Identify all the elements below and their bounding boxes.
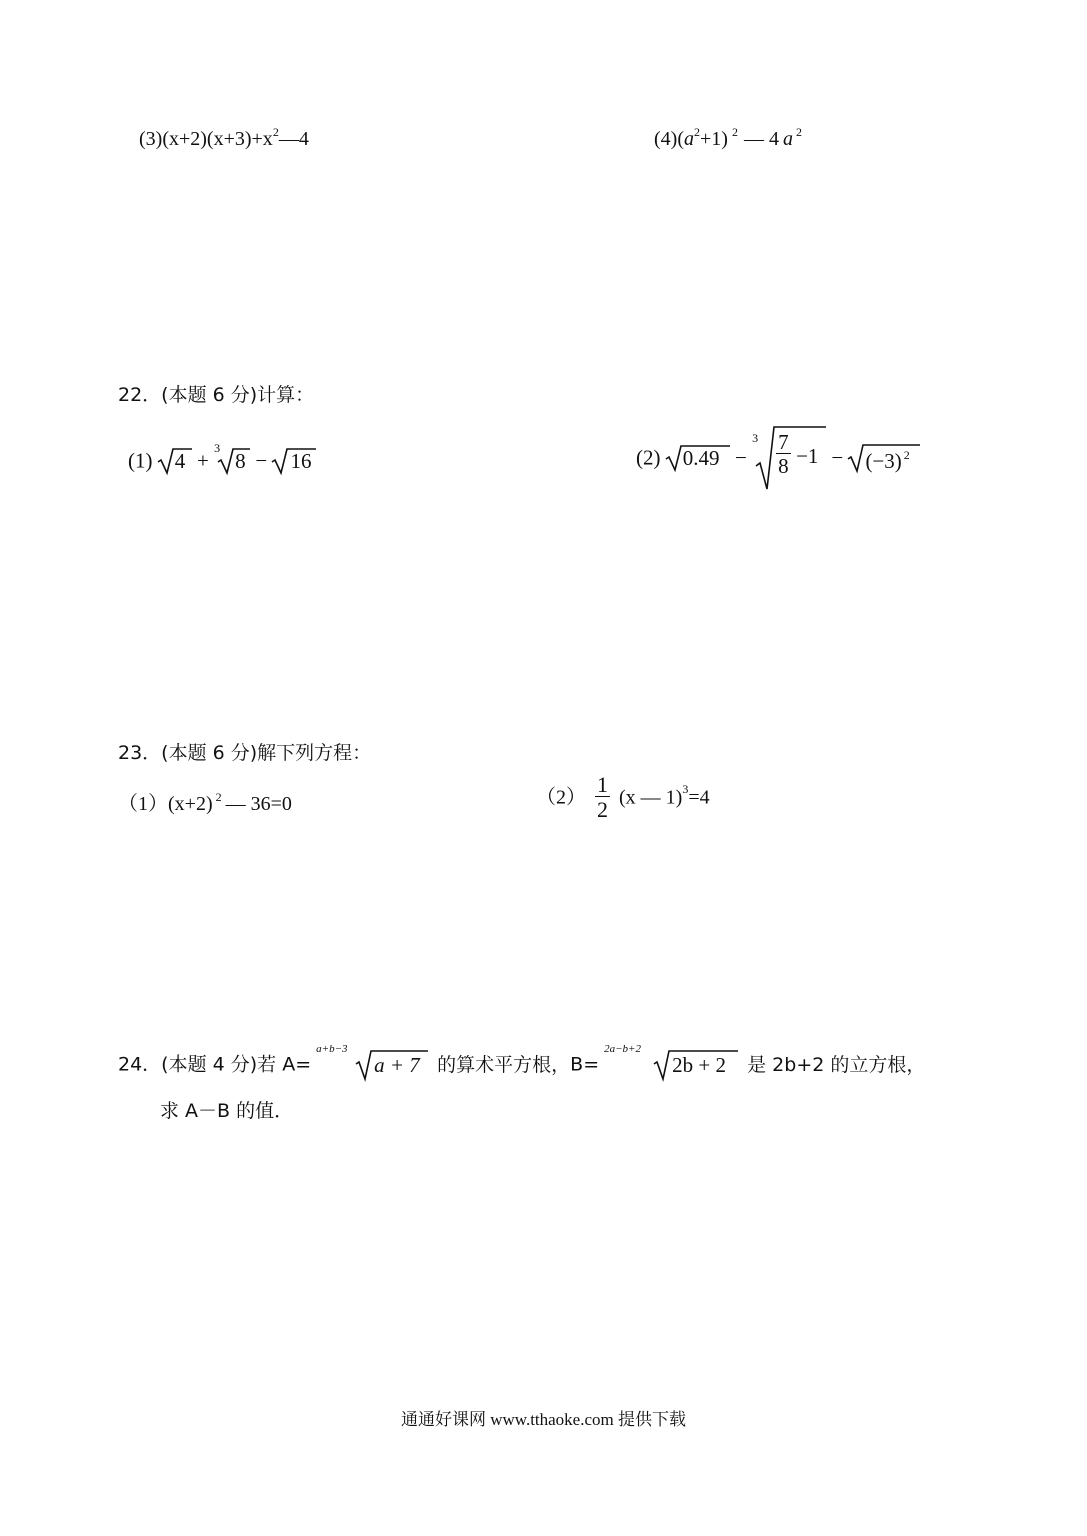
q22-part2-numerator: 7 xyxy=(778,430,789,454)
q21-part4-label: (4)( xyxy=(654,128,684,150)
q21-part3-exponent: 2 xyxy=(272,125,279,139)
q23-part2-tail: =4 xyxy=(688,786,710,809)
q21-part4-exponent-2: 2 xyxy=(731,125,738,139)
q23-part1-tail: — 36=0 xyxy=(225,793,292,815)
q24-root-a-index: a+b−3 xyxy=(316,1043,348,1055)
q22-part2-radicand-3-base: (−3) xyxy=(865,449,902,473)
q22-part1-root-index: 3 xyxy=(214,441,221,455)
q21-part3 xyxy=(139,126,309,149)
q22-heading: 22．(本题 6 分)计算： xyxy=(118,384,315,406)
q23-part2-fraction xyxy=(595,774,610,821)
q22-part1-radicand-1: 4 xyxy=(174,449,186,473)
q23-part1 xyxy=(118,791,292,814)
q22-part1-sqrt-4 xyxy=(158,448,192,474)
q24-text-end: 是 2b+2 的立方根， xyxy=(747,1053,926,1076)
q24-root-b-radicand: 2b + 2 xyxy=(672,1053,726,1077)
q21-part4 xyxy=(654,126,802,149)
q24-line2: 求 A－B 的值． xyxy=(160,1100,294,1122)
q22-part2-denominator: 8 xyxy=(778,454,789,478)
q23-heading: 23．(本题 6 分)解下列方程： xyxy=(118,742,372,764)
q24-text-mid: 的算术平方根， xyxy=(437,1053,571,1076)
q24-root-a-radicand: a + 7 xyxy=(374,1053,420,1077)
q23-part1-label: （1）(x+2) xyxy=(118,793,213,815)
q22-part2-minus-one: −1 xyxy=(796,444,819,468)
q23-part2-mid: (x — 1) xyxy=(619,786,683,809)
q21-part3-tail: —4 xyxy=(278,128,309,150)
q22-part1-label: (1) xyxy=(128,448,153,473)
q22-part2-exponent: 2 xyxy=(903,448,910,462)
q22-part1-sqrt-16 xyxy=(272,448,316,474)
q23-part2-denominator: 2 xyxy=(597,797,608,822)
q22-part2-sqrt-neg3-sq xyxy=(848,444,920,472)
q22-part2-sqrt-049 xyxy=(666,445,730,471)
q24-heading: 24．(本题 4 分)若 A= xyxy=(118,1053,312,1076)
q22-part2-minus-2: − xyxy=(831,445,844,470)
q23-part2-exponent: 3 xyxy=(682,782,689,797)
q22-part1-radicand-3: 16 xyxy=(290,449,312,473)
q23-part1-exponent: 2 xyxy=(215,790,222,804)
q23-part2-label: （2） xyxy=(536,786,586,809)
page-footer: 通通好课网 www.tthaoke.com 提供下载 xyxy=(400,1410,687,1429)
q21-part4-var-a: a xyxy=(683,128,694,150)
q22-part1 xyxy=(128,441,316,474)
q22-part1-radicand-2: 8 xyxy=(235,449,246,473)
q21-part4-exponent-1: 2 xyxy=(693,125,700,139)
q21-part4-var-a2: a xyxy=(782,128,793,150)
q23-part2 xyxy=(536,774,710,821)
q24-root-b-index: 2a−b+2 xyxy=(604,1043,641,1055)
q24-b-label: B= xyxy=(570,1053,600,1076)
q21-part4-mid: +1) xyxy=(699,128,728,150)
q22-part2-minus-1: − xyxy=(735,445,747,470)
q22-part2-fraction xyxy=(776,432,791,477)
q24-line1 xyxy=(118,1043,926,1080)
q22-part2-root-index: 3 xyxy=(752,431,759,445)
q24-root-a xyxy=(316,1043,428,1080)
q22-part1-cbrt-8 xyxy=(214,441,250,474)
q22-part2-radicand-1: 0.49 xyxy=(682,446,720,470)
q24-root-b xyxy=(604,1043,738,1080)
q22-part1-minus: − xyxy=(255,448,268,473)
q21-part4-exponent-3: 2 xyxy=(795,125,802,139)
q23-part2-numerator: 1 xyxy=(597,772,608,797)
q22-part2-radicand-3 xyxy=(865,449,909,472)
q22-part2-cbrt-fraction xyxy=(752,426,826,490)
q22-part2 xyxy=(636,426,920,490)
q21-part4-minus: — 4 xyxy=(743,128,779,150)
q22-part1-plus: + xyxy=(197,448,209,473)
q22-part2-label: (2) xyxy=(636,445,661,470)
q21-part3-expr: (3)(x+2)(x+3)+x xyxy=(139,128,273,150)
